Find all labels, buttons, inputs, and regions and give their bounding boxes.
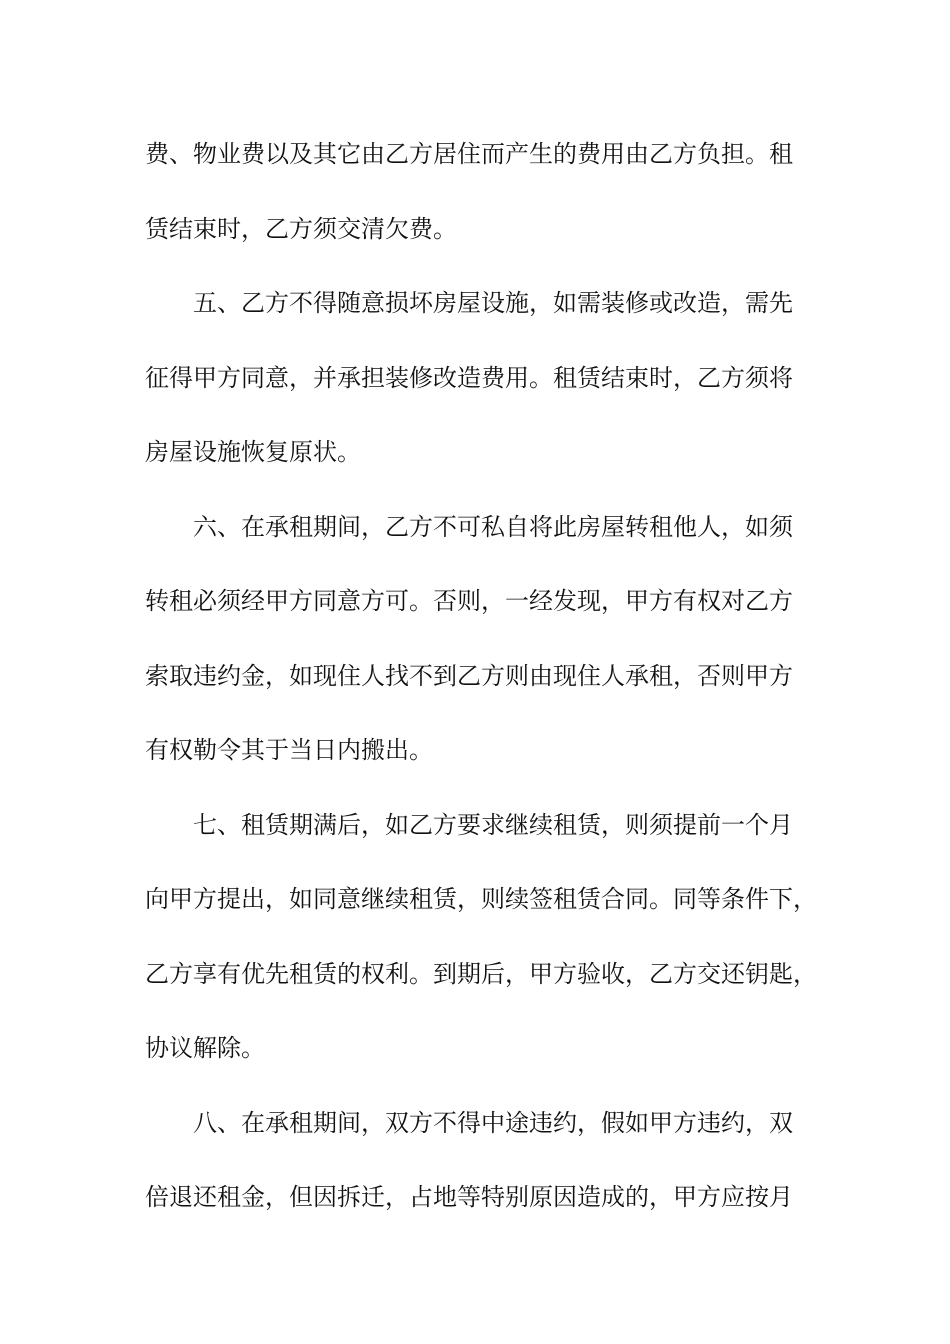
text-line: 赁结束时，乙方须交清欠费。	[145, 214, 457, 243]
text-line: 向甲方提出，如同意继续租赁，则续签租赁合同。同等条件下，	[145, 885, 817, 913]
text-line: 转租必须经甲方同意方可。否则，一经发现，甲方有权对乙方	[145, 587, 793, 615]
text-line: 乙方享有优先租赁的权利。到期后，甲方验收，乙方交还钥匙，	[145, 959, 817, 988]
text-line: 征得甲方同意，并承担装修改造费用。租赁结束时，乙方须将	[145, 363, 793, 392]
clause-five-line: 五、乙方不得随意损坏房屋设施，如需装修或改造，需先	[193, 289, 793, 317]
text-line: 协议解除。	[145, 1034, 265, 1062]
text-line: 索取违约金，如现住人找不到乙方则由现住人承租，否则甲方	[145, 661, 793, 690]
clause-six-line: 六、在承租期间，乙方不可私自将此房屋转租他人，如须	[193, 512, 793, 541]
text-line: 有权勒令其于当日内搬出。	[145, 736, 433, 764]
clause-seven-line: 七、租赁期满后，如乙方要求继续租赁，则须提前一个月	[193, 810, 793, 839]
text-line: 倍退还租金，但因拆迁，占地等特别原因造成的，甲方应按月	[145, 1183, 793, 1211]
text-line: 房屋设施恢复原状。	[145, 438, 361, 466]
clause-eight-line: 八、在承租期间，双方不得中途违约，假如甲方违约，双	[193, 1108, 793, 1137]
document-body	[145, 132, 825, 1250]
text-line: 费、物业费以及其它由乙方居住而产生的费用由乙方负担。租	[145, 140, 793, 168]
